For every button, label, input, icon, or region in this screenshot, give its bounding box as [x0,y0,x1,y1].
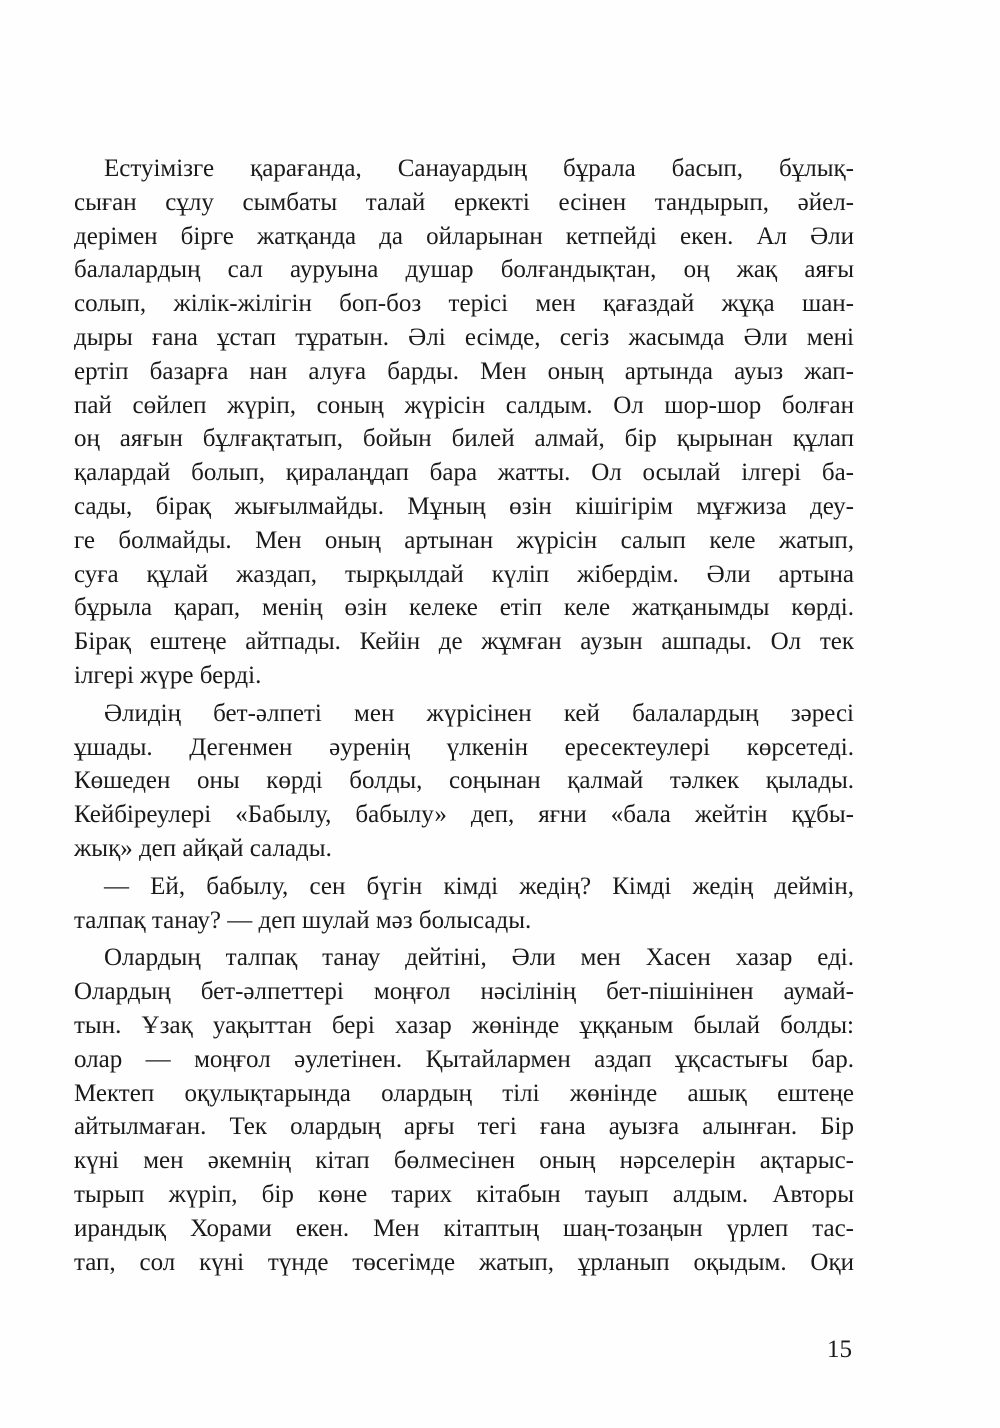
text-line: Әлидің бет-әлпеті мен жүрісінен кей балалардың зәресі [104,699,854,727]
text-line: Кейбіреулері «Бабылу, бабылу» деп, яғни «бала жейтін құбы- [74,801,854,829]
text-line: Олардың талпақ танау дейтіні, Әли мен Хасен хазар еді. [104,944,854,972]
text-line: ертіп базарға нан алуға барды. Мен оның артында ауыз жап- [74,357,854,385]
text-line: тырып жүріп, бір көне тарих кітабын тауып алдым. Авторы [74,1180,854,1208]
text-line: ілгері жүре берді. [74,661,262,689]
text-line: бұрыла қарап, менің өзін келеке етіп келе жатқанымды көрді. [74,594,854,622]
text-line: солып, жілік-жілігін боп-боз терісі мен қағаздай жұқа шан- [74,290,854,318]
text-line: дерімен бірге жатқанда да ойларынан кетпейді екен. Ал Әли [74,222,854,250]
paragraph-3 [74,870,854,938]
text-line: Олардың бет-әлпеттері моңғол нәсілінің бет-пішінінен аумай- [74,978,854,1006]
text-line: айтылмаған. Тек олардың арғы тегі ғана ауызға алынған. Бір [74,1113,854,1141]
text-line: олар — моңғол әулетінен. Қытайлармен аздап ұқсастығы бар. [74,1045,854,1073]
body-text [74,152,854,1279]
text-line: пай сөйлеп жүріп, соның жүрісін салдым. Ол шор-шор болған [74,391,854,419]
text-line: Мектеп оқулықтарында олардың тілі жөнінде ашық ештеңе [74,1079,854,1107]
text-line: тап, сол күні түнде төсегімде жатып, ұрланып оқыдым. Оқи [74,1248,854,1276]
text-line: жық» деп айқай салады. [74,834,332,862]
text-line: ирандық Хорами екен. Мен кітаптың шаң-тозаңын үрлеп тас- [74,1214,854,1242]
paragraph-2 [74,697,854,866]
text-line: балалардың сал ауруына душар болғандықтан, оң жақ аяғы [74,256,854,284]
text-line: сыған сұлу сымбаты талай еркекті есінен тандырып, әйел- [74,188,854,216]
paragraph-1 [74,152,854,693]
text-line: тын. Ұзақ уақыттан бері хазар жөнінде ұққаным былай болды: [74,1011,854,1039]
text-line: ге болмайды. Мен оның артынан жүрісін салып келе жатып, [74,526,854,554]
text-line: дыры ғана ұстап тұратын. Әлі есімде, сегіз жасымда Әли мені [74,323,854,351]
text-line: талпақ танау? — деп шулай мәз болысады. [74,906,532,934]
text-line: сады, бірақ жығылмайды. Мұның өзін кішігірім мұғжиза деу- [74,492,854,520]
paragraph-4 [74,941,854,1279]
text-line: қалардай болып, қиралаңдап бара жатты. Ол осылай ілгері ба- [74,459,854,487]
text-line: оң аяғын бұлғақтатып, бойын билей алмай, бір қырынан құлап [74,425,854,453]
text-line: күні мен әкемнің кітап бөлмесінен оның нәрселерін ақтарыс- [74,1147,854,1175]
text-line: ұшады. Дегенмен әуренің үлкенін ересектеулері көрсетеді. [74,733,854,761]
page-number: 15 [827,1336,852,1363]
text-line: Көшеден оны көрді болды, соңынан қалмай тәлкек қылады. [74,767,854,795]
text-line: Бірақ ештеңе айтпады. Кейін де жұмған аузын ашпады. Ол тек [74,628,854,656]
text-line: суға құлай жаздап, тырқылдай күліп жібердім. Әли артына [74,560,854,588]
text-line: Естуімізге қарағанда, Санауардың бұрала басып, бұлық- [104,155,854,182]
text-line: — Ей, бабылу, сен бүгін кімді жедің? Кімді жедің деймін, [104,872,854,900]
